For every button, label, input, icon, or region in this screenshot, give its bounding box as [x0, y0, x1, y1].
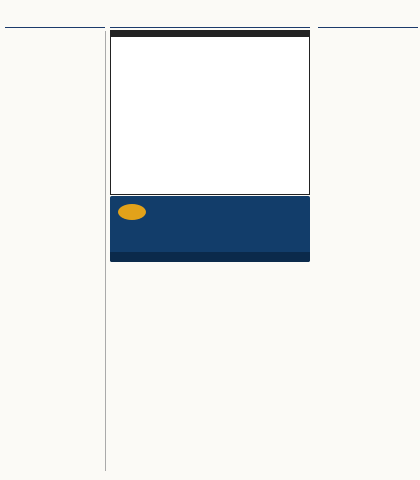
crossword-rule — [110, 27, 310, 28]
clues-column-1 — [110, 265, 174, 475]
clues-column-2 — [178, 265, 242, 475]
clues-column-3 — [246, 265, 310, 475]
page-header — [0, 0, 420, 20]
advertisement — [110, 196, 310, 262]
crossword-title — [110, 30, 310, 37]
horoscope-rule — [318, 27, 418, 28]
ad-logo — [118, 204, 146, 220]
crossword-clues — [110, 265, 310, 475]
ad-footer-bar — [110, 252, 310, 262]
crossword-grid-lines — [111, 31, 308, 193]
death-notices-column — [5, 31, 106, 471]
notices-rule — [5, 27, 105, 28]
crossword-grid — [110, 30, 310, 195]
horoscope-column — [318, 31, 418, 471]
